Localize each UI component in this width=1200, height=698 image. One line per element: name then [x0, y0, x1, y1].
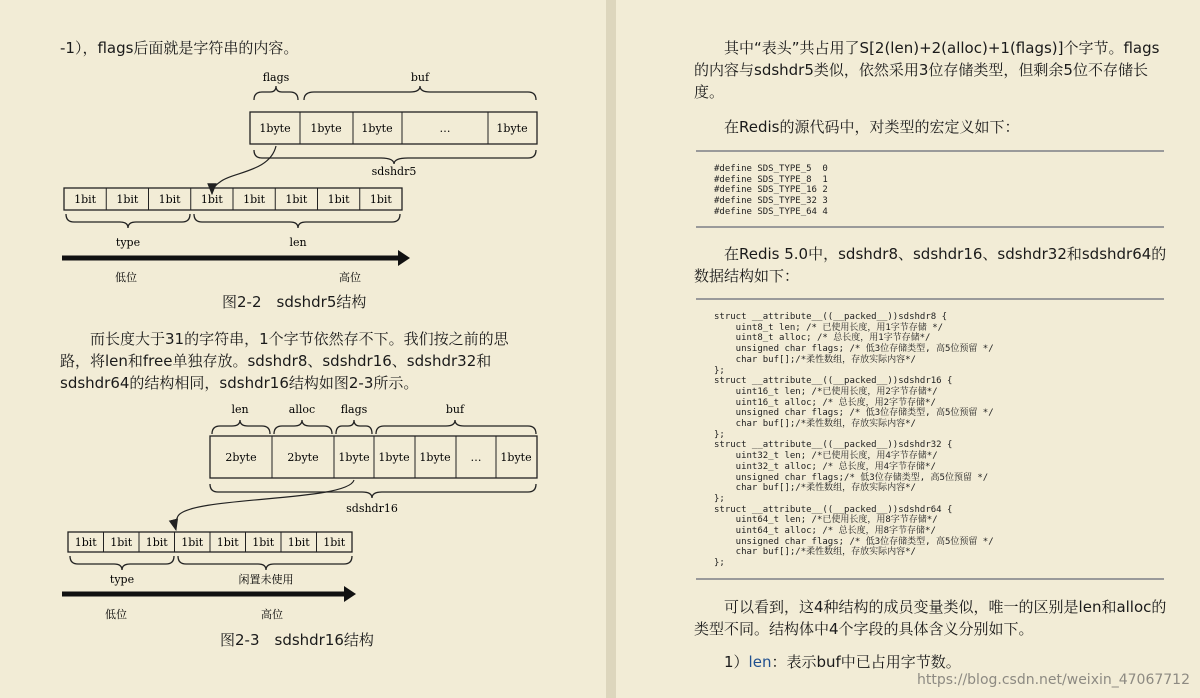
fig2-bit-cell: 1bit [287, 536, 310, 549]
fig2-bit-cell: 1bit [74, 536, 97, 549]
fig2-bit-cell: 1bit [323, 536, 346, 549]
code-structs: struct __attribute__((__packed__))sdshdr8 { uint8_t len; /* 已使用长度，用1字节存储 */ uint8_t alloc; /* 总长度，用1字节存储*/ unsigned char flags; /* 低3位存储类型, 高5位预留 */ char buf[];/*柔性数组，存放实际内容*/ }; struct __attribute__((__packed__))sdshdr16 { uint16_t len; /*已使用长度，用2字节存储*/ uint16_t alloc; /* 总长度，用2字节存储*/ unsigned char flags; /* 低3位存储类型, 高5位预留 */ char buf[];/*柔性数组，存放实际内容*/ }; struct __attribute__((__packed__))sdshdr32 { uint32_t len; /*已使用长度，用4字节存储*/ uint32_t alloc; /* 总长度，用4字节存储*/ unsigned char flags;/* 低3位存储类型, 高5位预留 */ char buf[];/*柔性数组，存放实际内容*/ }; struct __attribute__((__packed__))sdshdr64 { uint64_t len; /*已使用长度，用8字节存储*/ uint64_t alloc; /* 总长度，用8字节存储*/ unsigned char flags; /* 低3位存储类型, 高5位预留 */ char buf[];/*柔性数组，存放实际内容*/ }; [714, 312, 994, 569]
code-block-structs [696, 298, 1164, 580]
fig2-byte-cell: 1byte [419, 451, 451, 464]
fig1-struct-label: sdshdr5 [371, 165, 417, 178]
fig1-buf-label: buf [410, 71, 430, 84]
fig2-bit-cell: 1bit [252, 536, 275, 549]
fig1-low-label: 低位 [115, 271, 137, 284]
fig2-high-label: 高位 [261, 608, 283, 621]
fig2-alloc-label: alloc [288, 403, 316, 416]
fig1-bit-cell: 1bit [200, 193, 223, 206]
fig1-byte-cell: 1byte [361, 122, 393, 135]
fig1-byte-cell: 1byte [496, 122, 528, 135]
paragraph-2: 而长度大于31的字符串，1个字节依然存不下。我们按之前的思路，将len和free单独存放。sdshdr8、sdshdr16、sdshdr32和sdshdr64的结构相同，sdshdr16结构如图2-3所示。 [60, 330, 509, 392]
code-block-defines [696, 150, 1164, 228]
fig1-bit-cell: 1bit [285, 193, 308, 206]
figure-caption-1: 图2-2 sdshdr5结构 [222, 293, 367, 311]
fig2-struct-label: sdshdr16 [346, 502, 398, 515]
fig2-byte-cell: 2byte [225, 451, 257, 464]
fig2-flags-label: flags [340, 403, 368, 416]
page-gutter [606, 0, 616, 698]
fig1-byte-cell: 1byte [310, 122, 342, 135]
fig2-buf-label: buf [445, 403, 465, 416]
right-paragraph-2: 在Redis的源代码中，对类型的宏定义如下： [694, 118, 1020, 136]
right-paragraph-3: 在Redis 5.0中，sdshdr8、sdshdr16、sdshdr32和sdshdr64的数据结构如下： [694, 245, 1167, 285]
list-item-key: len [748, 653, 772, 671]
fig1-bit-cell: 1bit [327, 193, 350, 206]
fig1-bit-cell: 1bit [158, 193, 181, 206]
fig2-byte-cell: 1byte [338, 451, 370, 464]
right-paragraph-1: 其中“表头”共占用了S[2(len)+2(alloc)+1(flags)]个字节。flags的内容与sdshdr5类似，依然采用3位存储类型，但剩余5位不存储长度。 [694, 39, 1160, 101]
fig2-bit-cell: 1bit [145, 536, 168, 549]
watermark: https://blog.csdn.net/weixin_47067712 [916, 672, 1190, 688]
fig1-bit-cell: 1bit [369, 193, 392, 206]
fig2-len-label: len [231, 403, 249, 416]
fig1-flags-label: flags [262, 71, 290, 84]
fig1-bit-cell: 1bit [74, 193, 97, 206]
right-page [616, 0, 1200, 698]
intro-text: -1），flags后面就是字符串的内容。 [60, 39, 299, 57]
figure-sdshdr16 [0, 398, 606, 638]
fig2-byte-row [210, 436, 537, 478]
fig1-high-label: 高位 [339, 271, 361, 284]
fig2-type-label: type [109, 573, 135, 586]
list-item-len [694, 651, 1174, 673]
fig1-byte-cell: 1byte [259, 122, 291, 135]
fig2-byte-cell: 1byte [500, 451, 532, 464]
list-item-number: 1） [694, 653, 749, 671]
figure-sdshdr5 [0, 62, 606, 322]
fig2-low-label: 低位 [105, 608, 127, 621]
fig1-byte-row [250, 112, 537, 144]
fig2-byte-cell: 1byte [378, 451, 410, 464]
right-paragraph-4: 可以看到，这4种结构的成员变量类似，唯一的区别是len和alloc的类型不同。结构体中4个字段的具体含义分别如下。 [694, 598, 1167, 638]
fig1-len-label: len [289, 236, 307, 249]
fig2-byte-cell: 2byte [287, 451, 319, 464]
fig2-bit-cell: 1bit [181, 536, 204, 549]
fig1-byte-cell: … [439, 122, 451, 135]
figure-caption-2: 图2-3 sdshdr16结构 [220, 631, 374, 649]
fig2-bit-cell: 1bit [110, 536, 133, 549]
fig1-bit-cell: 1bit [116, 193, 139, 206]
code-defines: #define SDS_TYPE_5 0 #define SDS_TYPE_8 1 #define SDS_TYPE_16 2 #define SDS_TYPE_32 3 #define SDS_TYPE_64 4 [714, 164, 828, 217]
fig2-bit-cell: 1bit [216, 536, 239, 549]
fig2-unused-label: 闲置未使用 [238, 573, 294, 586]
fig1-bit-cell: 1bit [243, 193, 266, 206]
list-item-text: ：表示buf中已占用字节数。 [771, 653, 961, 671]
fig2-byte-cell: … [470, 451, 482, 464]
fig1-type-label: type [115, 236, 141, 249]
